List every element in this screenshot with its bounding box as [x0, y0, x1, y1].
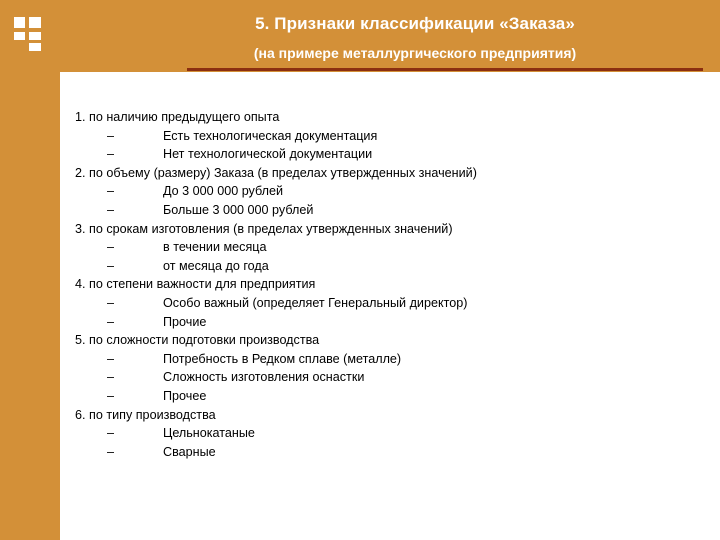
- dash-bullet: –: [107, 444, 115, 459]
- category-line: 1. по наличию предыдущего опыта: [75, 110, 280, 124]
- dash-bullet: –: [107, 295, 115, 310]
- sub-item-label: Сварные: [163, 444, 216, 459]
- squares-logo-icon: [14, 17, 52, 51]
- category-line: 3. по срокам изготовления (в пределах утвержденных значений): [75, 221, 453, 236]
- sub-item-label: Есть технологическая документация: [163, 128, 378, 143]
- sub-item-label: Нет технологической документации: [163, 147, 373, 162]
- sub-item-label: До 3 000 000 рублей: [163, 184, 284, 199]
- dash-bullet: –: [107, 314, 115, 329]
- slide-title: 5. Признаки классификации «Заказа»: [255, 14, 575, 33]
- category-line: 5. по сложности подготовки производства: [75, 333, 320, 348]
- sub-item-line: [75, 201, 695, 220]
- sub-item-line: [75, 368, 695, 387]
- sub-item-label: Потребность в Редком сплаве (металле): [163, 351, 402, 366]
- sub-item-line: [75, 313, 695, 332]
- sub-item-label: Прочее: [163, 388, 207, 403]
- sub-item-label: Сложность изготовления оснастки: [163, 370, 365, 385]
- sub-item-line: [75, 257, 695, 276]
- slide-subtitle: (на примере металлургического предприятия): [253, 45, 577, 61]
- dash-bullet: –: [107, 351, 115, 366]
- category-line: 2. по объему (размеру) Заказа (в пределах утвержденных значений): [75, 165, 477, 180]
- dash-bullet: –: [107, 240, 115, 255]
- sub-item-line: [75, 294, 695, 313]
- dash-bullet: –: [107, 147, 115, 162]
- sub-item-line: [75, 350, 695, 369]
- dash-bullet: –: [107, 258, 115, 273]
- sub-item-line: [75, 424, 695, 443]
- sub-item-label: от месяца до года: [163, 258, 269, 273]
- sub-item-label: Больше 3 000 000 рублей: [163, 202, 314, 217]
- header-band: [60, 0, 720, 72]
- category-line: 4. по степени важности для предприятия: [75, 277, 316, 292]
- sub-item-line: [75, 145, 695, 164]
- dash-bullet: –: [107, 128, 115, 143]
- dash-bullet: –: [107, 370, 115, 385]
- left-accent-band: [0, 0, 60, 540]
- classification-list: [75, 108, 695, 461]
- dash-bullet: –: [107, 202, 115, 217]
- sub-item-line: [75, 387, 695, 406]
- sub-item-line: [75, 443, 695, 462]
- sub-item-line: [75, 182, 695, 201]
- category-line: 6. по типу производства: [75, 407, 216, 422]
- dash-bullet: –: [107, 388, 115, 403]
- dash-bullet: –: [107, 184, 115, 199]
- header-divider: [187, 68, 703, 71]
- sub-item-label: Прочие: [163, 314, 207, 329]
- sub-item-line: [75, 127, 695, 146]
- dash-bullet: –: [107, 426, 115, 441]
- sub-item-label: в течении месяца: [163, 240, 267, 255]
- sub-item-label: Цельнокатаные: [163, 426, 255, 441]
- sub-item-label: Особо важный (определяет Генеральный директор): [163, 295, 468, 310]
- sub-item-line: [75, 238, 695, 257]
